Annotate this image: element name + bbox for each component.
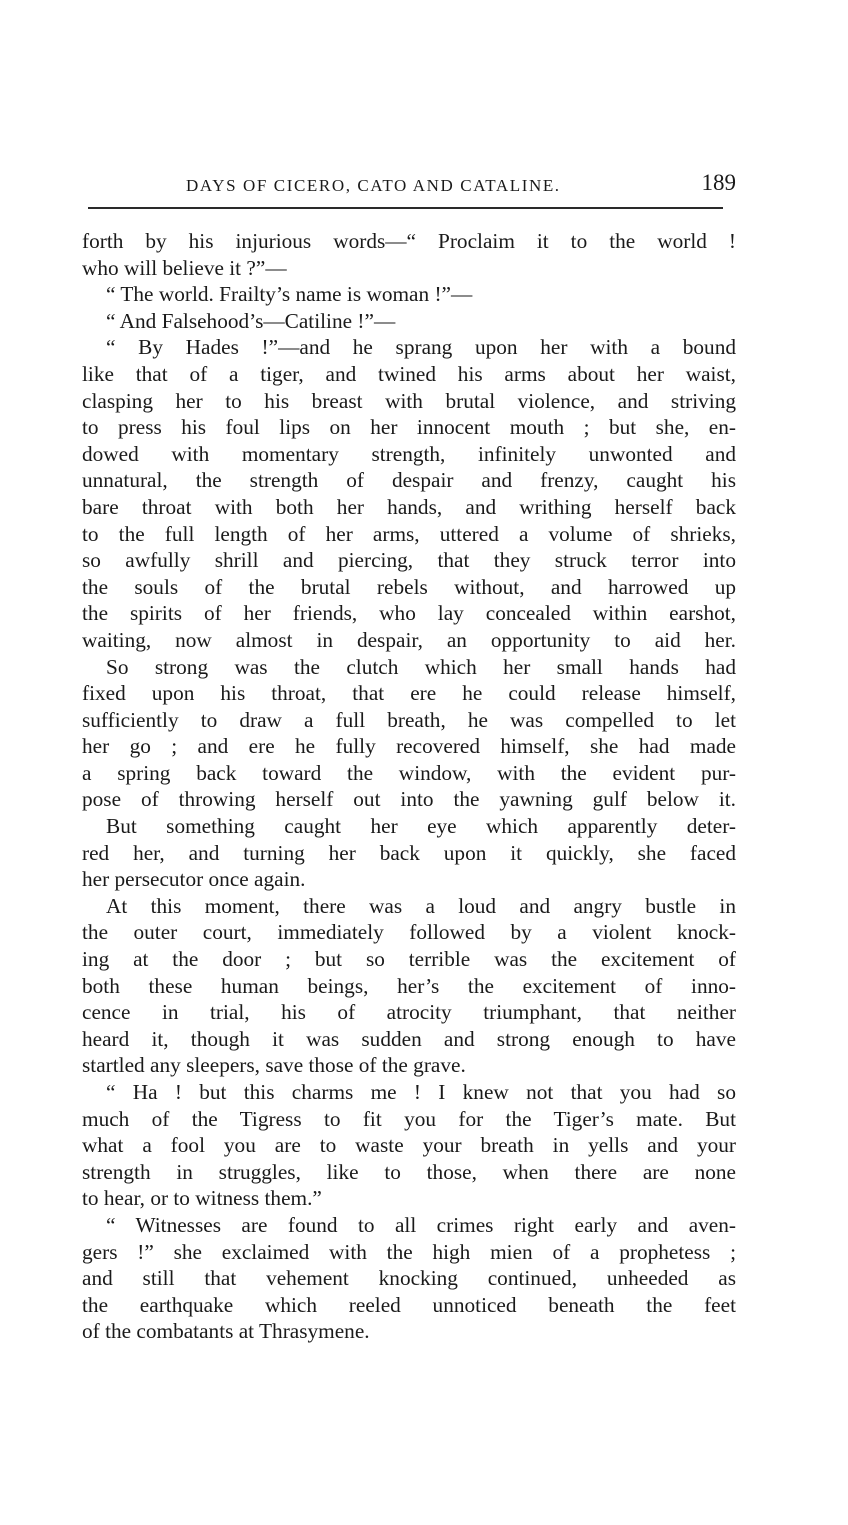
text-line: dowed with momentary strength, infinitely unwonted and — [82, 441, 736, 466]
running-title: DAYS OF CICERO, CATO AND CATALINE. — [186, 176, 561, 195]
text-line: unnatural, the strength of despair and frenzy, caught his — [82, 468, 736, 493]
text-line: heard it, though it was sudden and strong enough to have — [82, 1026, 736, 1051]
text-line: to the full length of her arms, uttered a volume of shrieks, — [82, 521, 736, 546]
text-line: fixed upon his throat, that ere he could release himself, — [82, 681, 736, 706]
text-line: clasping her to his breast with brutal violence, and striving — [82, 388, 736, 413]
text-line: much of the Tigress to fit you for the Tiger’s mate. But — [82, 1106, 736, 1131]
text-line: a spring back toward the window, with the evident pur- — [82, 760, 736, 785]
text-line: her persecutor once again. — [82, 867, 306, 892]
text-line: “ Ha ! but this charms me ! I knew not that you had so — [106, 1080, 736, 1104]
text-line: forth by his injurious words—“ Proclaim it to the world ! — [82, 229, 736, 253]
text-line: But something caught her eye which apparently deter- — [106, 814, 736, 839]
text-line: like that of a tiger, and twined his arms about her waist, — [82, 361, 736, 386]
body-text — [82, 228, 736, 1345]
text-line: of the combatants at Thrasymene. — [82, 1319, 370, 1344]
text-line: waiting, now almost in despair, an opportunity to aid her. — [82, 627, 736, 652]
text-line: strength in struggles, like to those, when there are none — [82, 1159, 736, 1184]
text-line: to hear, or to witness them.” — [82, 1186, 322, 1211]
page-number: 189 — [701, 170, 736, 195]
text-line: startled any sleepers, save those of the grave. — [82, 1053, 466, 1078]
text-line: pose of throwing herself out into the yawning gulf below it. — [82, 787, 736, 812]
text-line: red her, and turning her back upon it quickly, she faced — [82, 840, 736, 865]
text-line: “ Witnesses are found to all crimes right early and aven- — [106, 1212, 736, 1237]
text-line: “ And Falsehood’s—Catiline !”— — [106, 308, 396, 333]
text-line: and still that vehement knocking continued, unheeded as — [82, 1266, 736, 1291]
text-line: what a fool you are to waste your breath in yells and your — [82, 1133, 736, 1158]
text-line: the souls of the brutal rebels without, and harrowed up — [82, 574, 736, 599]
text-line: cence in trial, his of atrocity triumphant, that neither — [82, 1000, 736, 1025]
text-line: the outer court, immediately followed by a violent knock- — [82, 920, 736, 945]
text-line: “ The world. Frailty’s name is woman !”— — [106, 282, 473, 307]
header-rule — [88, 207, 723, 209]
text-line: At this moment, there was a loud and angry bustle in — [106, 893, 736, 918]
text-line: “ By Hades !”—and he sprang upon her with a bound — [106, 335, 736, 360]
text-line: the spirits of her friends, who lay concealed within earshot, — [82, 601, 736, 626]
text-line: So strong was the clutch which her small hands had — [106, 654, 736, 679]
text-line: so awfully shrill and piercing, that they struck terror into — [82, 548, 736, 573]
text-line: the earthquake which reeled unnoticed beneath the feet — [82, 1292, 736, 1317]
text-line: who will believe it ?”— — [82, 255, 287, 280]
text-line: ing at the door ; but so terrible was the excitement of — [82, 947, 736, 972]
text-line: both these human beings, her’s the excitement of inno- — [82, 973, 736, 998]
running-head — [88, 170, 736, 204]
text-line: to press his foul lips on her innocent mouth ; but she, en- — [82, 415, 736, 440]
text-line: gers !” she exclaimed with the high mien of a prophetess ; — [82, 1239, 736, 1264]
text-line: bare throat with both her hands, and writhing herself back — [82, 494, 736, 519]
text-line: sufficiently to draw a full breath, he was compelled to let — [82, 707, 736, 732]
text-line: her go ; and ere he fully recovered himself, she had made — [82, 734, 736, 759]
